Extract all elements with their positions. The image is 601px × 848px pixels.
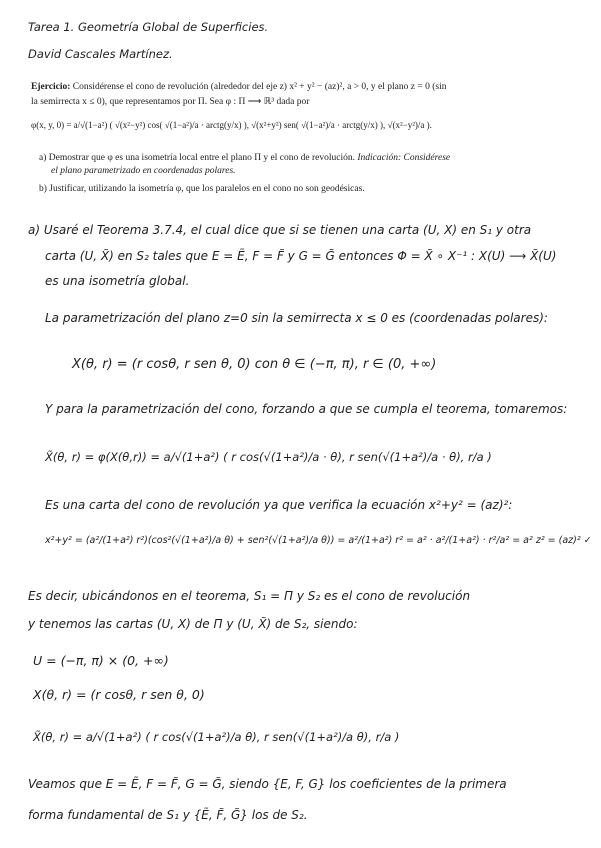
exercise-label: Ejercicio: bbox=[31, 82, 71, 92]
solution-line-8: y tenemos las cartas (U, X) de Π y (U, X̃) de S₂, siendo: bbox=[28, 617, 358, 631]
equation-domain-u: U = (−π, π) × (0, +∞) bbox=[33, 653, 169, 668]
solution-line-5: Y para la parametrización del cono, forzando a que se cumpla el teorema, tomaremos: bbox=[45, 402, 568, 416]
solution-line-6: Es una carta del cono de revolución ya que verifica la ecuación x²+y² = (az)²: bbox=[45, 498, 513, 512]
equation-chart-x-tilde: X̃(θ, r) = a/√(1+a²) ( r cos(√(1+a²)/a θ), r sen(√(1+a²)/a θ), r/a ) bbox=[33, 730, 400, 744]
equation-cone-chart: X̃(θ, r) = φ(X(θ,r)) = a/√(1+a²) ( r cos(√(1+a²)/a · θ), r sen(√(1+a²)/a · θ), r/a ) bbox=[45, 450, 492, 464]
exercise-statement-line-1: Considérense el cono de revolución (alrededor del eje z) x² + y² − (az)², a > 0, y el plano z = 0 (sin bbox=[72, 82, 447, 92]
solution-line-9: Veamos que E = Ẽ, F = F̃, G = G̃, siendo {E, F, G} los coeficientes de la primera bbox=[28, 777, 507, 791]
exercise-statement-line-2: la semirrecta x ≤ 0), que representamos por Π. Sea φ : Π ⟶ ℝ³ dada por bbox=[31, 97, 310, 107]
part-a-text: a) Demostrar que φ es una isometría local entre el plano Π y el cono de revolución. bbox=[39, 153, 355, 163]
equation-cone-verification: x²+y² = (a²/(1+a²) r²)(cos²(√(1+a²)/a θ) + sen²(√(1+a²)/a θ)) = a²/(1+a²) r² = a² · a²/(1+a²) · r²/a² = a² z² = (az)² ✓ bbox=[45, 535, 592, 546]
exercise-formula: φ(x, y, 0) = a/√(1−a²) ( √(x²−y²) cos( √(1−a²)/a · arctg(y/x) ), √(x²+y²) sen( √(1−a²)/a · arctg(y/x) ), √(x²−y²)/a ). bbox=[31, 120, 432, 130]
solution-line-1: a) Usaré el Teorema 3.7.4, el cual dice que si se tienen una carta (U, X) en S₁ y otra bbox=[28, 223, 532, 237]
solution-line-2: carta (U, X̃) en S₂ tales que E = Ẽ, F = F̃ y G = G̃ entonces Φ = X̃ ∘ X⁻¹ : X(U) ⟶ X̃(U) bbox=[45, 249, 557, 263]
solution-line-10: forma fundamental de S₁ y {Ẽ, F̃, G̃} los de S₂. bbox=[28, 808, 308, 822]
author-name: David Cascales Martínez. bbox=[28, 47, 173, 61]
exercise-part-b: b) Justificar, utilizando la isometría φ, que los paralelos en el cono no son geodésicas. bbox=[39, 184, 365, 194]
exercise-statement bbox=[31, 82, 446, 92]
solution-line-7: Es decir, ubicándonos en el teorema, S₁ = Π y S₂ es el cono de revolución bbox=[28, 589, 471, 603]
part-a-hint: Indicación: Considérese bbox=[357, 153, 451, 163]
exercise-part-a bbox=[39, 153, 450, 163]
document-title: Tarea 1. Geometría Global de Superficies. bbox=[28, 20, 269, 34]
part-a-hint-continuation: el plano parametrizado en coordenadas polares. bbox=[51, 166, 236, 176]
solution-line-3: es una isometría global. bbox=[45, 274, 190, 288]
equation-chart-x: X(θ, r) = (r cosθ, r sen θ, 0) bbox=[33, 687, 205, 702]
solution-line-4: La parametrización del plano z=0 sin la semirrecta x ≤ 0 es (coordenadas polares): bbox=[45, 311, 548, 325]
equation-plane-chart: X(θ, r) = (r cosθ, r sen θ, 0) con θ ∈ (−π, π), r ∈ (0, +∞) bbox=[72, 357, 437, 372]
